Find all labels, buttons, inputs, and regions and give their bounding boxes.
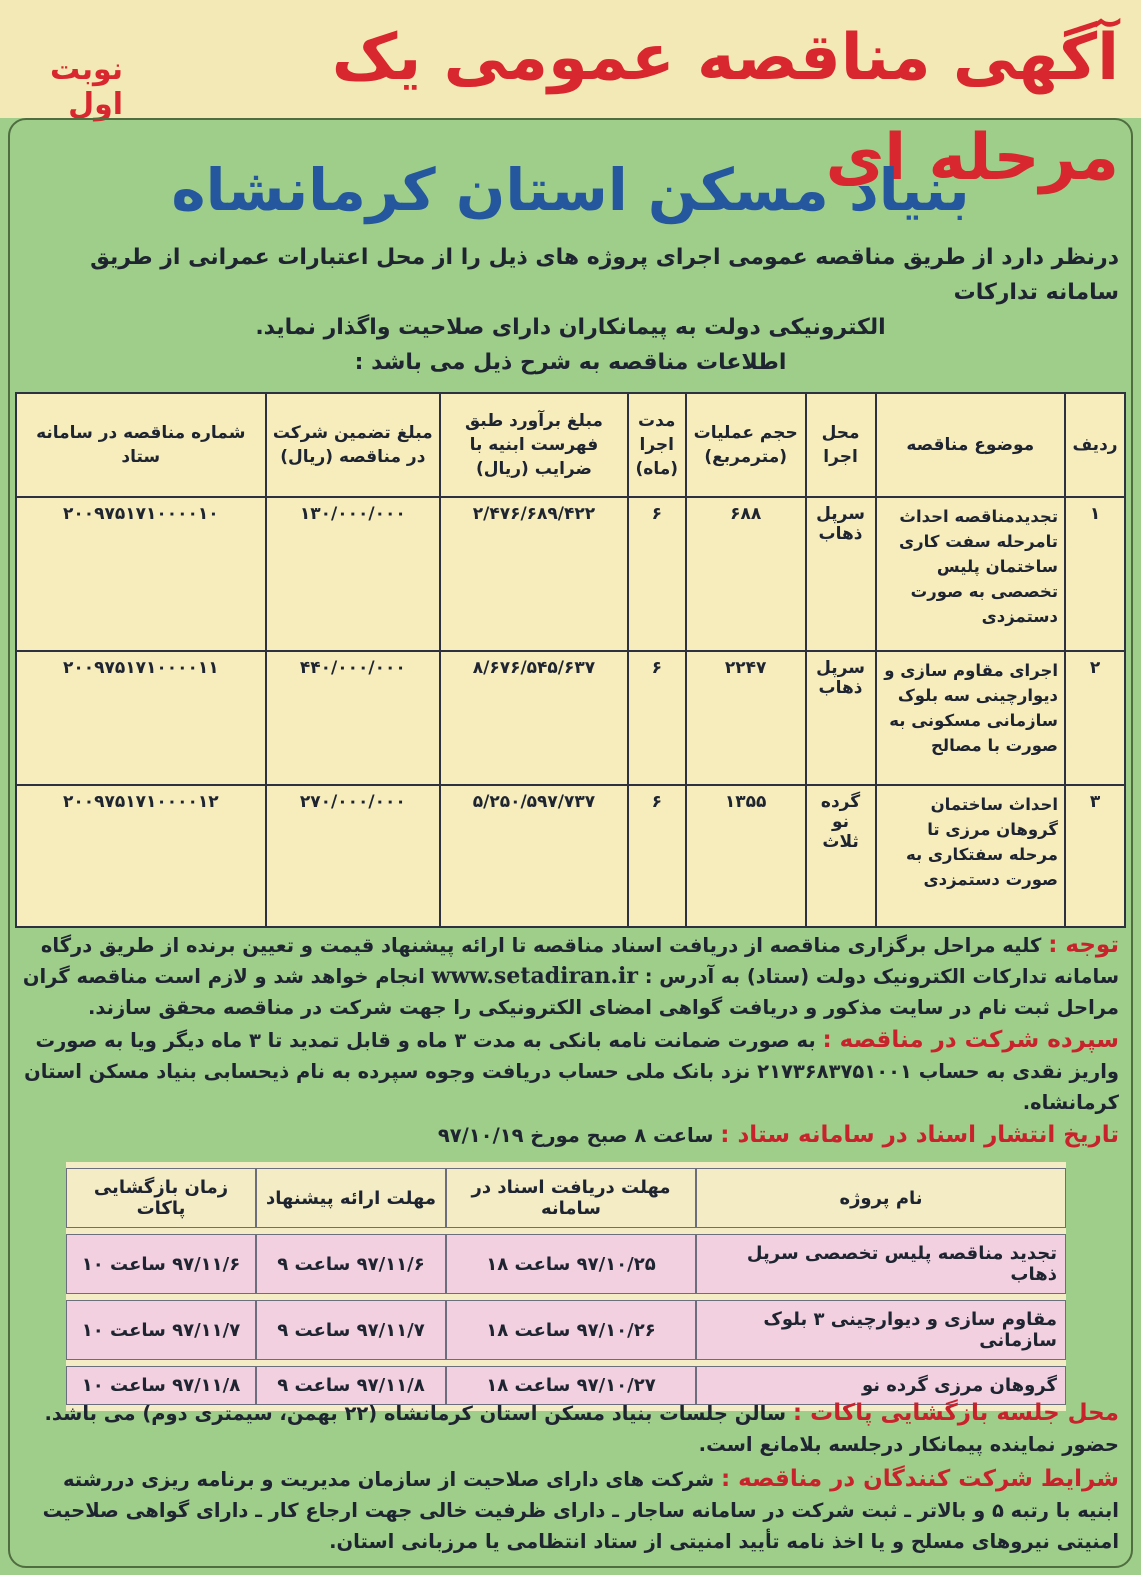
- cell-subject: اجرای مقاوم سازی و دیوارچینی سه بلوک سازمانی مسکونی به صورت با مصالح: [876, 651, 1066, 785]
- announcement-round: نوبت اول: [49, 52, 124, 122]
- cell-row: ۳: [1065, 785, 1125, 927]
- note-text-1: کلیه مراحل برگزاری مناقصه از دریافت اسناد مناقصه تا ارائه پیشنهاد قیمت و تعیین برنده از طریق درگاه سامانه تدارکات الکترونیک دولت (ستاد) به آدرس :: [40, 934, 1119, 988]
- intro-line-3: اطلاعات مناقصه به شرح ذیل می باشد :: [354, 350, 787, 375]
- header-guarantee: مبلغ تضمین شرکت در مناقصه (ریال): [266, 393, 441, 497]
- cell-row: ۱: [1065, 497, 1125, 651]
- cell-project: مقاوم سازی و دیوارچینی ۳ بلوک سازمانی: [696, 1300, 1066, 1360]
- cell-offer-deadline: ۹۷/۱۱/۶ ساعت ۹: [256, 1234, 446, 1294]
- intro-text: [22, 240, 1119, 380]
- setad-url-link[interactable]: www.setadiran.ir: [431, 963, 638, 989]
- deposit-paragraph: [18, 1025, 1119, 1118]
- cell-setad-no: ۲۰۰۹۷۵۱۷۱۰۰۰۰۱۲: [16, 785, 266, 927]
- cell-setad-no: ۲۰۰۹۷۵۱۷۱۰۰۰۰۱۰: [16, 497, 266, 651]
- header-volume: حجم عملیات (مترمربع): [686, 393, 806, 497]
- cell-volume: ۶۸۸: [686, 497, 806, 651]
- organization-title: بنیاد مسکن استان کرمانشاه: [171, 156, 970, 224]
- table-row: [16, 785, 1125, 927]
- table-row: [16, 497, 1125, 651]
- note-paragraph: [18, 930, 1119, 1023]
- cell-doc-deadline: ۹۷/۱۰/۲۷ ساعت ۱۸: [446, 1366, 696, 1405]
- header-project: نام پروژه: [696, 1168, 1066, 1228]
- header-location: محل اجرا: [806, 393, 876, 497]
- table-row: [66, 1234, 1066, 1294]
- note-key: توجه :: [1048, 932, 1119, 958]
- schedule-table: [66, 1162, 1066, 1411]
- cell-duration: ۶: [628, 497, 686, 651]
- header-opening: زمان بازگشایی پاکات: [66, 1168, 256, 1228]
- cell-duration: ۶: [628, 785, 686, 927]
- intro-line-2: الکترونیکی دولت به پیمانکاران دارای صلاحیت واگذار نماید.: [255, 315, 886, 340]
- cell-volume: ۱۳۵۵: [686, 785, 806, 927]
- tender-table-header: [16, 393, 1125, 497]
- header-row: ردیف: [1065, 393, 1125, 497]
- deposit-key: سپرده شرکت در مناقصه :: [822, 1027, 1119, 1053]
- cell-estimate: ۸/۶۷۶/۵۴۵/۶۳۷: [440, 651, 628, 785]
- cell-opening: ۹۷/۱۱/۷ ساعت ۱۰: [66, 1300, 256, 1360]
- cell-duration: ۶: [628, 651, 686, 785]
- cell-project: گروهان مرزی گرده نو: [696, 1366, 1066, 1405]
- venue-key: محل جلسه بازگشایی پاکات :: [792, 1400, 1119, 1426]
- cell-guarantee: ۲۷۰/۰۰۰/۰۰۰: [266, 785, 441, 927]
- header-estimate: مبلغ برآورد طبق فهرست ابنیه با ضرایب (ریال): [440, 393, 628, 497]
- header-doc-deadline: مهلت دریافت اسناد در سامانه: [446, 1168, 696, 1228]
- venue-paragraph: [18, 1398, 1119, 1460]
- header-subject: موضوع مناقصه: [876, 393, 1066, 497]
- cell-guarantee: ۱۳۰/۰۰۰/۰۰۰: [266, 497, 441, 651]
- cell-subject: احداث ساختمان گروهان مرزی تا مرحله سفتکاری به صورت دستمزدی: [876, 785, 1066, 927]
- cell-guarantee: ۴۴۰/۰۰۰/۰۰۰: [266, 651, 441, 785]
- cell-estimate: ۵/۲۵۰/۵۹۷/۷۳۷: [440, 785, 628, 927]
- cell-project: تجدید مناقصه پلیس تخصصی سرپل ذهاب: [696, 1234, 1066, 1294]
- tender-table: [15, 392, 1126, 928]
- cell-location: سرپل ذهاب: [806, 651, 876, 785]
- cell-subject: تجدیدمناقصه احداث تامرحله سفت کاری ساختمان پلیس تخصصی به صورت دستمزدی: [876, 497, 1066, 651]
- publish-paragraph: [18, 1120, 1119, 1151]
- conditions-paragraph: [18, 1464, 1119, 1557]
- cell-volume: ۲۲۴۷: [686, 651, 806, 785]
- conditions-key: شرایط شرکت کنندگان در مناقصه :: [720, 1466, 1119, 1492]
- cell-offer-deadline: ۹۷/۱۱/۸ ساعت ۹: [256, 1366, 446, 1405]
- note-text-2: انجام خواهد شد و لازم است مناقصه گران مراحل ثبت نام در سایت مذکور و دریافت گواهی امضای الکترونیکی را جهت شرکت در مناقصه محقق سازند.: [22, 965, 1119, 1019]
- cell-location: سرپل ذهاب: [806, 497, 876, 651]
- footer-section: [18, 1398, 1119, 1561]
- notes-section: [18, 930, 1119, 1153]
- intro-line-1: درنظر دارد از طریق مناقصه عمومی اجرای پروژه های ذیل را از محل اعتبارات عمرانی از طریق سامانه تدارکات: [90, 245, 1119, 305]
- header-duration: مدت اجرا (ماه): [628, 393, 686, 497]
- cell-row: ۲: [1065, 651, 1125, 785]
- cell-location: گرده نو ثلاث: [806, 785, 876, 927]
- cell-setad-no: ۲۰۰۹۷۵۱۷۱۰۰۰۰۱۱: [16, 651, 266, 785]
- schedule-header: [66, 1168, 1066, 1228]
- cell-opening: ۹۷/۱۱/۶ ساعت ۱۰: [66, 1234, 256, 1294]
- cell-opening: ۹۷/۱۱/۸ ساعت ۱۰: [66, 1366, 256, 1405]
- venue-text: سالن جلسات بنیاد مسکن استان کرمانشاه (۲۲ بهمن، سیمتری دوم) می باشد. حضور نماینده پیمانکار درجلسه بلامانع است.: [44, 1402, 1119, 1456]
- deposit-text: به صورت ضمانت نامه بانکی به مدت ۳ ماه و قابل تمدید تا ۳ ماه دیگر ویا به صورت واریز نقدی به حساب ۲۱۷۳۶۸۳۷۵۱۰۰۱ نزد بانک ملی حساب دریافت وجوه سپرده به نام ذیحسابی بنیاد مسکن استان کرمانشاه.: [24, 1029, 1119, 1114]
- cell-estimate: ۲/۴۷۶/۶۸۹/۴۲۲: [440, 497, 628, 651]
- announcement-title: آگهی مناقصه عمومی یک مرحله ای: [331, 21, 1119, 195]
- cell-offer-deadline: ۹۷/۱۱/۷ ساعت ۹: [256, 1300, 446, 1360]
- header-offer-deadline: مهلت ارائه پیشنهاد: [256, 1168, 446, 1228]
- table-row: [16, 651, 1125, 785]
- header-setad-no: شماره مناقصه در سامانه ستاد: [16, 393, 266, 497]
- cell-doc-deadline: ۹۷/۱۰/۲۶ ساعت ۱۸: [446, 1300, 696, 1360]
- conditions-text: شرکت های دارای صلاحیت از سازمان مدیریت و برنامه ریزی دررشته ابنیه با رتبه ۵ و بالاتر ـ ثبت شرکت در سامانه ساجار ـ دارای ظرفیت خالی جهت ارجاع کار ـ دارای گواهی صلاحیت امنیتی نیروهای مسلح و یا اخذ نامه تأیید امنیتی از ستاد انتظامی یا مرزبانی استان.: [42, 1468, 1119, 1553]
- table-row: [66, 1300, 1066, 1360]
- cell-doc-deadline: ۹۷/۱۰/۲۵ ساعت ۱۸: [446, 1234, 696, 1294]
- publish-text: ساعت ۸ صبح مورخ ۹۷/۱۰/۱۹: [437, 1124, 714, 1147]
- publish-key: تاریخ انتشار اسناد در سامانه ستاد :: [720, 1122, 1119, 1148]
